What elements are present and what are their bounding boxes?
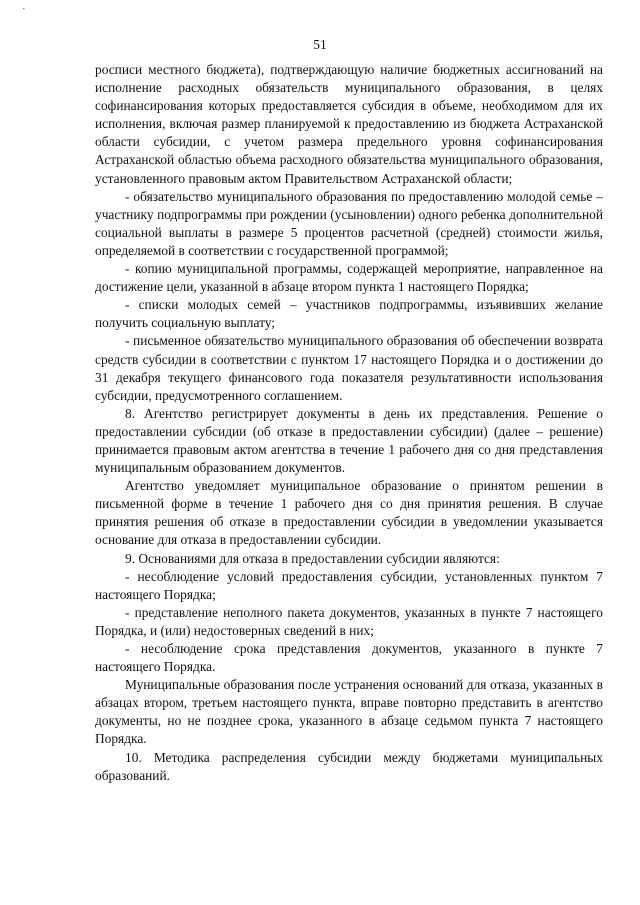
paragraph-continuation: росписи местного бюджета), подтверждающую наличие бюджетных ассигнований на исполнение расходных обязательств муниципального образования, в целях софинансирования которых предоставляется субсидия в объеме, необходимом для их исполнения, включая размер планируемой к предоставлению из бюджета Астраханской области субсидии, с учетом размера предельного уровня софинансирования Астраханской областью объема расходного обязательства муниципального образования, установленного правовым актом Правительством Астраханской области;	[95, 62, 603, 186]
paragraph-refusal-conditions: - несоблюдение условий предоставления субсидии, установленных пунктом 7 настоящего Порядка;	[95, 568, 603, 602]
page-number: 51	[313, 37, 327, 52]
paragraph-refusal-incomplete: - представление неполного пакета документов, указанных в пункте 7 настоящего Порядка, и (или) недостоверных сведений в них;	[95, 604, 603, 638]
paragraph-refusal-deadline: - несоблюдение срока представления документов, указанного в пункте 7 настоящего Порядка.	[95, 641, 603, 675]
paragraph-item-8: 8. Агентство регистрирует документы в день их представления. Решение о предоставлении субсидии (об отказе в предоставлении субсидии) (далее – решение) принимается правовым актом агентства в течение 1 рабочего дня со дня представления муниципальным образованием документов.	[95, 405, 603, 476]
paragraph-obligation-support: - обязательство муниципального образования по предоставлению молодой семье – участнику подпрограммы при рождении (усыновлении) одного ребенка дополнительной социальной выплаты в размере 5 процентов расчетной (средней) стоимости жилья, определяемой в соответствии с государственной программой;	[95, 188, 603, 258]
paragraph-notification: Агентство уведомляет муниципальное образование о принятом решении в письменной форме в течение 1 рабочего дня со дня принятия решения. В случае принятия решения об отказе в предоставлении субсидии в уведомлении указывается основание для отказа в предоставлении субсидии.	[95, 478, 603, 548]
paragraph-written-obligation: - письменное обязательство муниципального образования об обеспечении возврата средств субсидии в соответствии с пунктом 17 настоящего Порядка и о достижении до 31 декабря текущего финансового года показателя результативности использования субсидии, предусмотренного соглашением.	[95, 333, 603, 403]
body-text	[95, 61, 603, 785]
paragraph-resubmission: Муниципальные образования после устранения оснований для отказа, указанных в абзацах втором, третьем настоящего пункта, вправе повторно представить в агентство документы, но не позднее срока, указанного в абзаце седьмом пункта 7 настоящего Порядка.	[95, 677, 603, 747]
paragraph-family-lists: - списки молодых семей – участников подпрограммы, изъявивших желание получить социальную выплату;	[95, 297, 603, 331]
corner-mark: ·	[22, 3, 26, 15]
paragraph-item-9: 9. Основаниями для отказа в предоставлении субсидии являются:	[125, 550, 500, 566]
paragraph-item-10: 10. Методика распределения субсидии между бюджетами муниципальных образований.	[95, 749, 603, 783]
paragraph-program-copy: - копию муниципальной программы, содержащей мероприятие, направленное на достижение цели, указанной в абзаце втором пункта 1 настоящего Порядка;	[95, 261, 603, 295]
